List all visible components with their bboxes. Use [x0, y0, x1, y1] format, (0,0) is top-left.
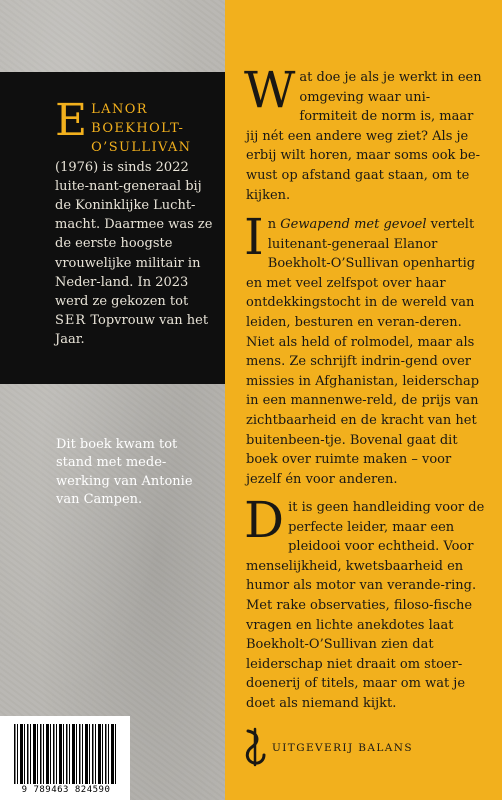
cowork-credit: Dit boek kwam tot stand met mede-werking van Antonie van Campen.	[56, 437, 193, 508]
bio-initial: E	[55, 95, 88, 146]
author-bio-text-after: Topvrouw van het Jaar.	[55, 313, 209, 348]
author-name-1: LANOR	[91, 102, 148, 117]
barcode	[0, 716, 130, 800]
blurb-paragraph-3	[244, 491, 486, 714]
barcode-bars	[14, 724, 118, 784]
book-title: Gewapend met gevoel	[280, 217, 427, 232]
p2-initial: I	[244, 208, 264, 266]
publisher-name: UITGEVERIJ BALANS	[272, 742, 413, 754]
p2-text: vertelt luitenant-generaal Elanor Boekholt-O’Sullivan openhartig en met veel zelfspot over haar ontdekkingstocht in de wereld van leiden, besturen en veran-deren. Niet als held of rolmodel, maar als mens. Ze schrijft indrin-gend over missies in Afghanistan, leiderschap in een mannenwe-reld, de prijs van zichtbaarheid en de kracht van het buitenbeen-tje. Bovenal gaat dit boek over ruimte maken – voor jezelf én voor anderen.	[246, 217, 480, 487]
p3-initial: D	[244, 491, 285, 549]
barcode-number: 9 789463 824590	[21, 785, 111, 795]
p1-initial: W	[244, 61, 296, 119]
p1-text: at doe je als je werkt in een omgeving waar uni-formiteit de norm is, maar jij nét een andere weg ziet? Als je erbij wilt horen, maar soms ook be-wust op afstand gaat staan, om te kijken.	[246, 70, 482, 203]
blurb-paragraph-1	[244, 61, 486, 205]
p2-prefix: n	[267, 217, 277, 232]
author-name-2: BOEKHOLT-	[91, 121, 185, 137]
author-bio	[55, 95, 215, 350]
author-year: (1976)	[55, 159, 99, 175]
balans-logo-icon	[242, 727, 268, 767]
author-name-3: O’SULLIVAN	[91, 140, 192, 156]
ser-mark: SER	[55, 313, 87, 329]
blurb-paragraph-2	[244, 208, 486, 489]
p3-text: it is geen handleiding voor de perfecte leider, maar een pleidooi voor echtheid. Voor menselijkheid, kwetsbaarheid en humor als motor van verande-ring. Met rake observaties, filoso-fische vragen en lichte anekdotes laat Boekholt-O’Sullivan zien dat leiderschap niet draait om stoer-doenerij of titels, maar om wat je doet als niemand kijkt.	[246, 500, 485, 711]
publisher	[242, 727, 482, 767]
author-bio-text: is sinds 2022 luite-nant-generaal bij de Koninklijke Lucht-macht. Daarmee was ze de eerste hoogste vrouwelijke militair in Neder-land. In 2023 werd ze gekozen tot	[55, 159, 213, 310]
